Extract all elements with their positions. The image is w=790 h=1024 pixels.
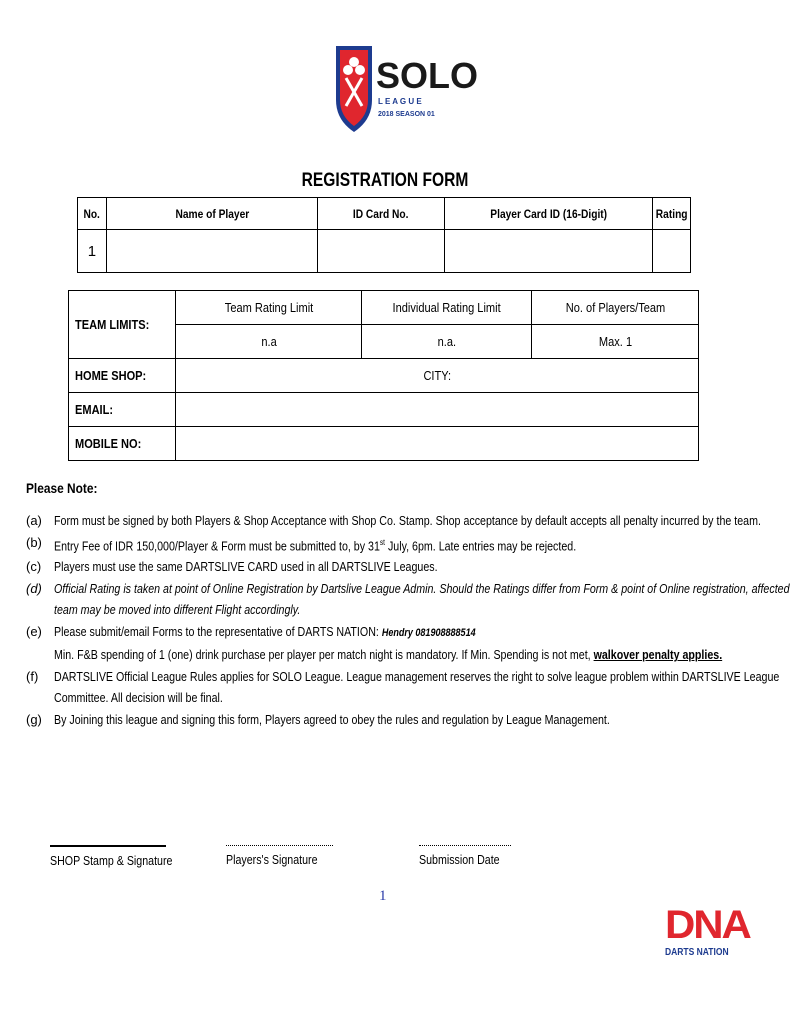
- player-signature-label: Players's Signature: [226, 852, 318, 867]
- home-shop-label: HOME SHOP:: [69, 359, 176, 393]
- note-g: [26, 709, 756, 731]
- individual-rating-limit-header: Individual Rating Limit: [362, 291, 532, 325]
- player-table: [77, 197, 691, 273]
- mobile-label: MOBILE NO:: [69, 427, 176, 461]
- note-text-line2: Committee. All decision will be final.: [54, 690, 223, 706]
- submission-date-label: Submission Date: [419, 852, 500, 867]
- note-text: By Joining this league and signing this form, Players agreed to obey the rules and regulation by League Management.: [54, 711, 610, 727]
- individual-rating-limit-value: n.a.: [362, 325, 532, 359]
- home-shop-row: [69, 359, 699, 393]
- note-f: [26, 666, 780, 709]
- dna-logo-word: DNA: [665, 903, 750, 947]
- notes-title: Please Note:: [26, 480, 98, 496]
- player-name-field[interactable]: [106, 230, 317, 273]
- mobile-field[interactable]: [175, 427, 698, 461]
- team-limits-table: [68, 290, 699, 461]
- note-letter: (g): [26, 711, 42, 727]
- logo-sub: L E A G U E: [378, 97, 422, 106]
- table-row: [78, 230, 691, 273]
- note-a: [26, 510, 761, 532]
- note-letter: (d): [26, 580, 42, 596]
- form-title: REGISTRATION FORM: [301, 170, 469, 191]
- team-limits-label: TEAM LIMITS:: [69, 291, 176, 359]
- column-header-player-card-id: Player Card ID (16-Digit): [445, 198, 652, 230]
- note-letter: (a): [26, 513, 42, 528]
- submission-date-block[interactable]: [419, 845, 511, 867]
- signature-line: [226, 845, 333, 846]
- note-letter: (f): [26, 668, 39, 684]
- players-per-team-header: No. of Players/Team: [532, 291, 699, 325]
- email-field[interactable]: [175, 393, 698, 427]
- email-row: [69, 393, 699, 427]
- note-text: Players must use the same DARTSLIVE CARD used in all DARTSLIVE Leagues.: [54, 559, 438, 575]
- note-letter: (e): [26, 623, 42, 639]
- players-per-team-value: Max. 1: [532, 325, 699, 359]
- note-letter: (c): [26, 559, 42, 575]
- dna-darts-nation-logo: [665, 903, 750, 965]
- column-header-id-card: ID Card No.: [317, 198, 444, 230]
- dna-logo-sub: DARTS NATION: [665, 947, 729, 958]
- email-label: EMAIL:: [69, 393, 176, 427]
- player-table-header-row: [78, 198, 691, 230]
- note-c: [26, 556, 756, 578]
- player-number: 1: [78, 230, 107, 273]
- mobile-row: [69, 427, 699, 461]
- notes-list: [26, 510, 790, 730]
- note-text-line2: Min. F&B spending of 1 (one) drink purchase per player per match night is mandatory. If Min. Spending is not met, walkover penalty applies.: [54, 647, 723, 663]
- solo-league-logo: [332, 42, 479, 137]
- column-header-rating: Rating: [652, 198, 690, 230]
- note-text-line2: team may be moved into different Flight accordingly.: [54, 602, 301, 618]
- limits-header-row: [69, 291, 699, 325]
- walkover-penalty: walkover penalty applies.: [593, 647, 723, 663]
- logo-brand: SOLO: [376, 55, 479, 96]
- home-shop-city-field[interactable]: [175, 359, 698, 393]
- note-text-line1: DARTSLIVE Official League Rules applies for SOLO League. League management reserves the right to solve league problem within DARTSLIVE League: [54, 668, 780, 684]
- note-text-line1: Official Rating is taken at point of Online Registration by Dartslive League Admin. Should the Ratings differ from Form & point of Online registration, affected: [54, 580, 790, 596]
- player-card-id-field[interactable]: [445, 230, 652, 273]
- page-number: 1: [379, 888, 387, 904]
- note-text-line1: Please submit/email Forms to the representative of DARTS NATION: Hendry 081908888514: [54, 623, 476, 639]
- signature-line: [419, 845, 511, 846]
- column-header-no: No.: [78, 198, 107, 230]
- team-rating-limit-header: Team Rating Limit: [175, 291, 362, 325]
- team-rating-limit-value: n.a: [175, 325, 362, 359]
- solo-shield-icon: [332, 42, 479, 137]
- contact-hendry: Hendry 081908888514: [381, 626, 476, 639]
- shop-signature-label: SHOP Stamp & Signature: [50, 853, 173, 868]
- note-b: [26, 532, 756, 557]
- note-letter: (b): [26, 534, 42, 550]
- note-d: [26, 578, 790, 621]
- logo-season: 2018 SEASON 01: [378, 111, 435, 118]
- note-text: Form must be signed by both Players & Shop Acceptance with Shop Co. Stamp. Shop acceptance by default accepts all penalty incurred by the team.: [54, 513, 761, 528]
- city-label: CITY:: [423, 368, 451, 383]
- id-card-field[interactable]: [317, 230, 444, 273]
- player-signature-block[interactable]: [226, 845, 333, 867]
- rating-field[interactable]: [652, 230, 690, 273]
- column-header-name: Name of Player: [106, 198, 317, 230]
- note-text: Entry Fee of IDR 150,000/Player & Form must be submitted to, by 31st July, 6pm. Late entries may be rejected.: [54, 537, 577, 553]
- signature-line: [50, 845, 166, 847]
- shop-signature-block[interactable]: [50, 845, 173, 868]
- note-e: [26, 621, 756, 666]
